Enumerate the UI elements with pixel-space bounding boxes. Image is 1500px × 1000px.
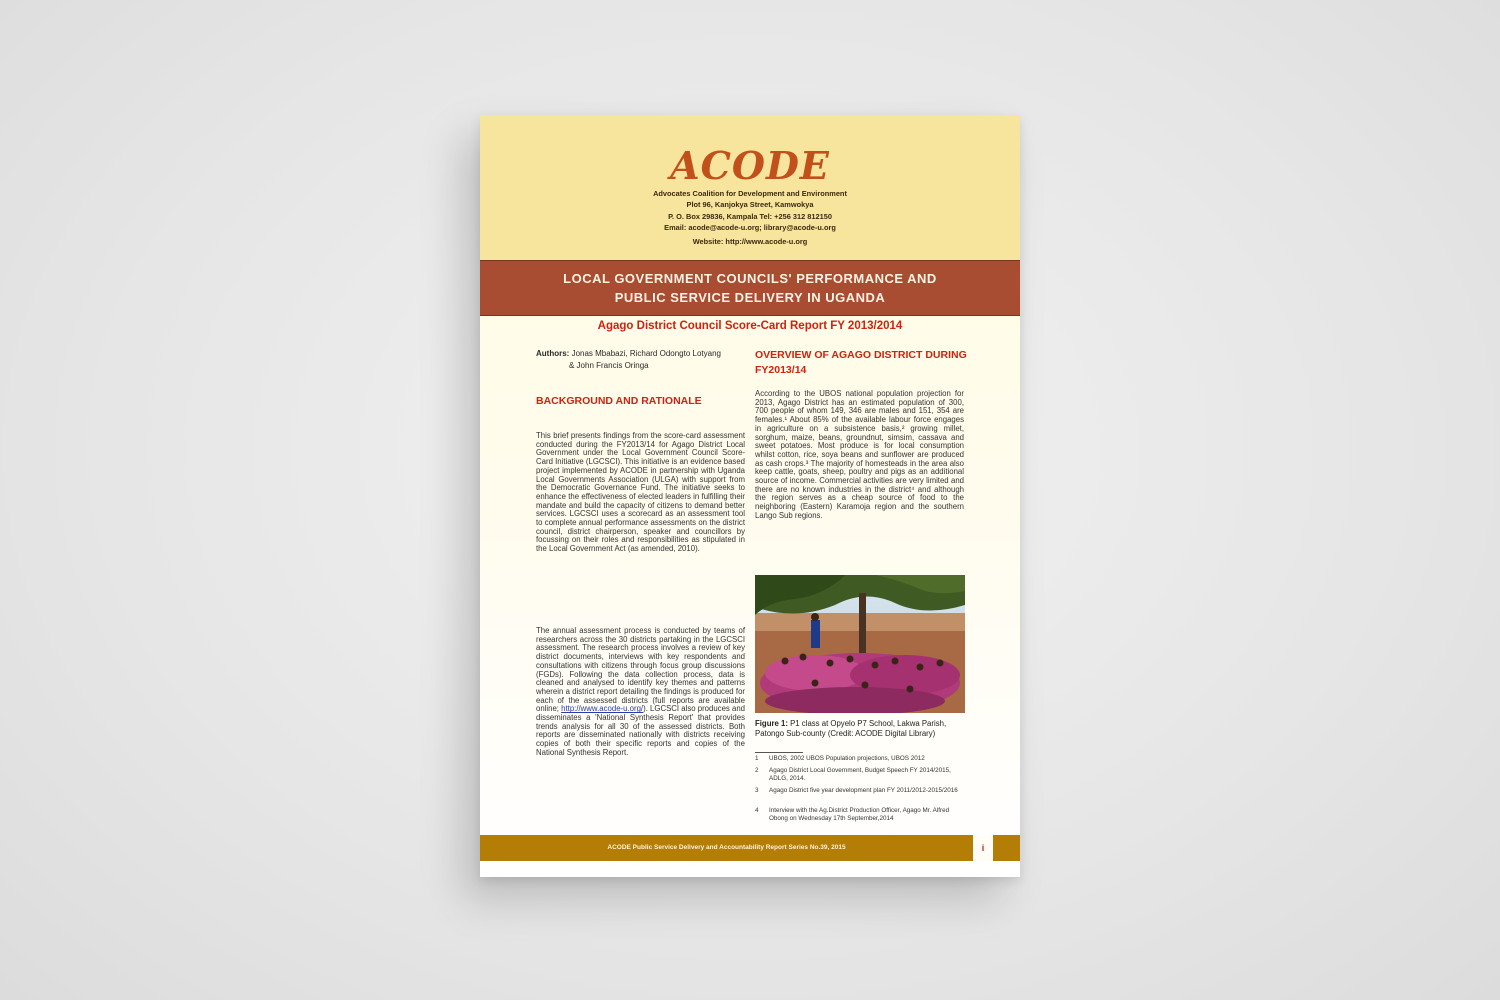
footnote-2-text: Agago District Local Government, Budget Speech FY 2014/2015, ADLG, 2014. xyxy=(769,767,951,782)
report-subtitle: Agago District Council Score-Card Report FY 2013/2014 xyxy=(597,320,903,332)
footnote-1 xyxy=(755,755,965,763)
overview-heading-line-1: OVERVIEW OF AGAGO DISTRICT DURING xyxy=(755,349,967,361)
para2-text-b: ). LGCSCI also produces and disseminates a 'National Synthesis Report' that provides trends analysis for all 30 of the assessed districts. Both reports are disseminated nationally with districts receiving copies of both their specific reports and copies of the National Synthesis Report. xyxy=(536,704,745,757)
org-email: Email: acode@acode-u.org; library@acode-u.org xyxy=(664,223,836,232)
authors-line-2: & John Francis Oringa xyxy=(569,361,649,370)
org-website: Website: http://www.acode-u.org xyxy=(692,237,808,246)
overview-heading xyxy=(755,348,970,378)
classroom-photo xyxy=(755,575,965,713)
authors xyxy=(536,348,746,372)
footnote-3 xyxy=(755,787,965,795)
org-name: Advocates Coalition for Development and Environment xyxy=(653,189,847,198)
overview-heading-line-2: FY2013/14 xyxy=(755,364,807,376)
document-page xyxy=(480,115,1020,877)
footnote-1-number: 1 xyxy=(755,755,759,762)
background-paragraph-2 xyxy=(536,627,745,758)
footer-bar xyxy=(480,835,973,861)
overview-paragraph: According to the UBOS national population projection for 2013, Agago District has an estimated population of 300, 700 people of whom 149, 346 are males and 151, 354 are females.¹ About 85% of the available labour force engages in agriculture on a subsistence basis,² growing millet, sorghum, maize, beans, groundnut, simsim, cassava and sweet potatoes. Most produce is for local consumption whilst cotton, rice, soya beans and sunflower are produced as cash crops.³ The majority of homesteads in the area also keep cattle, goats, sheep, poultry and pigs as an additional source of income. Commercial activities are very limited and there are no known industries in the district⁴ and although the region serves as a cheap source of food to the neighboring (Eastern) Karamoja region and the southern Lango Sub regions. xyxy=(755,389,964,520)
figure-caption-text: P1 class at Opyelo P7 School, Lakwa Parish, Patongo Sub-county (Credit: ACODE Digital Library) xyxy=(755,719,947,738)
header xyxy=(480,115,1020,260)
background-paragraph-1: This brief presents findings from the score-card assessment conducted during the FY2013/14 for Agago District Local Government under the Local Government Council Score-Card Initiative (LGCSCI). This initiative is an evidence based project implemented by ACODE in partnership with Uganda Local Governments Association (ULGA) with support from the Democratic Governance Fund. The initiative seeks to enhance the effectiveness of elected leaders in fulfilling their mandate and build the capacity of citizens to demand better services. LGCSCI uses a scorecard as an assessment tool to complete annual performance assessments on the district council, district chairperson, speaker and councillors by focussing on their roles and responsibilities as stipulated in the Local Government Act (as amended, 2010). xyxy=(536,431,745,554)
title-line-2: PUBLIC SERVICE DELIVERY IN UGANDA xyxy=(614,290,886,305)
authors-label: Authors: xyxy=(536,349,570,358)
footnote-2 xyxy=(755,767,965,783)
title-band xyxy=(480,260,1020,316)
footnote-1-text: UBOS, 2002 UBOS Population projections, UBOS 2012 xyxy=(769,755,925,762)
org-address: Plot 96, Kanjokya Street, Kamwokya xyxy=(686,200,814,209)
footnote-4-number: 4 xyxy=(755,807,759,814)
org-po-box: P. O. Box 29836, Kampala Tel: +256 312 812150 xyxy=(668,212,832,221)
page-number: i xyxy=(981,843,985,853)
acode-website-link[interactable]: http://www.acode-u.org/ xyxy=(561,704,644,714)
footer-end-bar xyxy=(993,835,1020,861)
para2-text-a: The annual assessment process is conducted by teams of researchers across the 30 districts partaking in the LGCSCI assessment. The research process involves a review of key district documents, interviews with key respondents and consultations with citizens through focus group discussions (FGDs). Following the data collection process, data is cleaned and analysed to identify key themes and patterns wherein a district report detailing the findings is produced for each of the assessed districts (full reports are available online; xyxy=(536,626,745,714)
footnote-4 xyxy=(755,807,965,823)
figure-label: Figure 1: xyxy=(755,719,788,728)
acode-logo: ACODE xyxy=(670,143,830,188)
title-line-1: LOCAL GOVERNMENT COUNCILS' PERFORMANCE AND xyxy=(563,271,937,286)
authors-line-1: Jonas Mbabazi, Richard Odongto Lotyang xyxy=(571,349,721,358)
footer-text: ACODE Public Service Delivery and Accountability Report Series No.39, 2015 xyxy=(607,844,846,851)
footnote-divider xyxy=(755,752,803,753)
background-heading: BACKGROUND AND RATIONALE xyxy=(536,395,702,407)
footnote-2-number: 2 xyxy=(755,767,759,774)
footnote-3-number: 3 xyxy=(755,787,759,794)
footnote-3-text: Agago District five year development plan FY 2011/2012-2015/2016 xyxy=(769,787,958,794)
footnote-4-text: Interview with the Ag.District Production Officer, Agago Mr. Alfred Obong on Wednesday 17th September,2014 xyxy=(769,807,950,822)
figure-caption xyxy=(755,719,965,739)
